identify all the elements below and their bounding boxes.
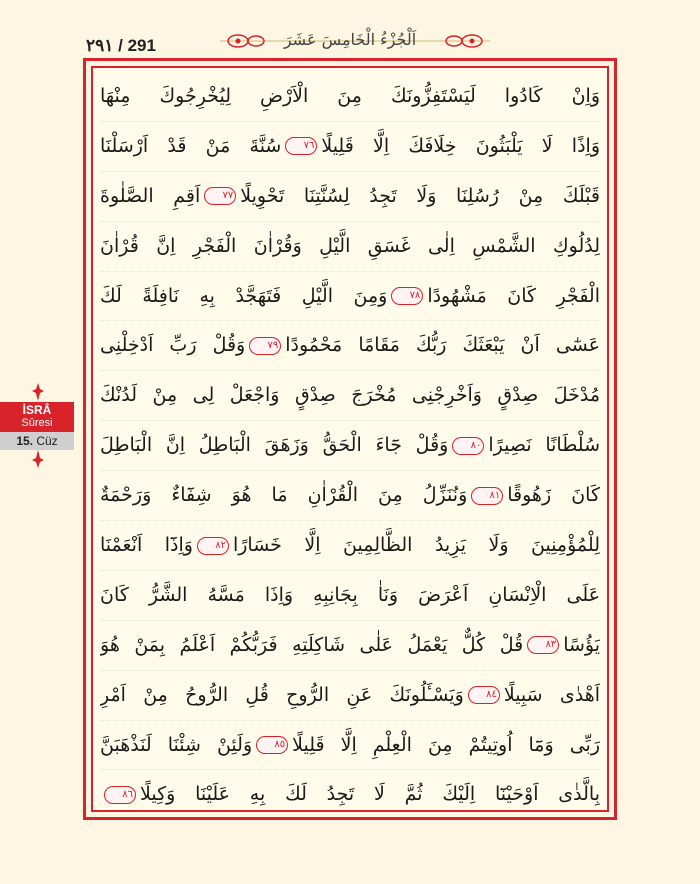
verse-line <box>100 721 600 771</box>
verse-number-marker: ٧٨ <box>391 287 423 305</box>
verse-line <box>100 671 600 721</box>
verse-text: قَبْلَكَ مِنْ رُسُلِنَا وَلَا تَجِدُ لِسُنَّتِنَا تَحْوِيلًا <box>240 184 600 207</box>
verse-text: الْفَجْرِ كَانَ مَشْهُودًا <box>427 284 600 307</box>
verse-line <box>100 371 600 421</box>
verse-line <box>100 172 600 222</box>
verse-number-marker: ٨٤ <box>468 686 500 704</box>
verse-text: وَيَسْـَٔلُونَكَ عَنِ الرُّوحِ قُلِ الرُّوحُ مِنْ اَمْرِ <box>100 683 464 706</box>
verse-text: لِدُلُوكِ الشَّمْسِ اِلٰى غَسَقِ الَّيْلِ وَقُرْاٰنَ الْفَجْرِ اِنَّ قُرْاٰنَ <box>100 234 600 257</box>
verse-line <box>100 321 600 371</box>
juz-tab[interactable] <box>0 432 74 450</box>
verse-text: كَانَ زَهُوقًا <box>507 484 600 507</box>
juz-title: اَلْجُزْءُ الْخَامِسَ عَشَرَ <box>283 30 417 49</box>
verse-text: وَقُلْ جَٓاءَ الْحَقُّ وَزَهَقَ الْبَاطِلُ اِنَّ الْبَاطِلَ <box>100 434 449 457</box>
verse-text: عَسٰٓى اَنْ يَبْعَثَكَ رَبُّكَ مَقَامًا مَحْمُودًا <box>285 334 600 357</box>
verse-text: لِلْمُؤْمِنِينَ وَلَا يَزِيدُ الظَّالِمِينَ اِلَّا خَسَارًا <box>232 534 600 557</box>
verse-text: وَاِنْ كَادُوا لَيَسْتَفِزُّونَكَ مِنَ الْاَرْضِ لِيُخْرِجُوكَ مِنْهَا <box>100 85 600 107</box>
verse-line <box>100 122 600 172</box>
verse-number-marker: ٧٩ <box>249 337 281 355</box>
verse-number-marker: ٨٢ <box>197 537 229 555</box>
verse-text: سُنَّةَ مَنْ قَدْ اَرْسَلْنَا <box>100 134 282 157</box>
verse-number-marker: ٧٧ <box>204 187 236 205</box>
surah-name: İSRÂ <box>22 403 52 417</box>
verse-text: وَاِذَٓا اَنْعَمْنَا <box>100 534 193 557</box>
verse-text: اَقِمِ الصَّلٰوةَ <box>100 184 201 207</box>
verse-text: وَلَئِنْ شِئْنَا لَنَذْهَبَنَّ <box>100 733 253 756</box>
verse-number-marker: ٨٠ <box>452 437 484 455</box>
juz-number: 15. <box>16 434 33 448</box>
verse-text: وَمِنَ الَّيْلِ فَتَهَجَّدْ بِهِ نَافِلَةً لَكَ <box>100 284 388 307</box>
verse-text: مُدْخَلَ صِدْقٍ وَاَخْرِجْنِى مُخْرَجَ صِدْقٍ وَاجْعَلْ لِى مِنْ لَدُنْكَ <box>100 384 600 407</box>
verse-text-area <box>100 72 600 806</box>
verse-text: سُلْطَانًا نَصِيرًا <box>488 434 600 457</box>
verse-number-marker: ٨٦ <box>104 786 136 804</box>
verse-line <box>100 222 600 272</box>
verse-number-marker: ٧٦ <box>285 137 317 155</box>
verse-number-marker: ٨٥ <box>256 736 288 754</box>
surah-tab[interactable] <box>0 402 74 432</box>
verse-line <box>100 621 600 671</box>
verse-text: عَلَى الْاِنْسَانِ اَعْرَضَ وَنَاٰ بِجَانِبِهِ وَاِذَا مَسَّهُ الشَّرُّ كَانَ <box>100 583 600 606</box>
verse-text: وَنُنَزِّلُ مِنَ الْقُرْاٰنِ مَا هُوَ شِفَٓاءٌ وَرَحْمَةٌ <box>100 484 468 507</box>
verse-text: يَؤُسًا <box>563 633 600 656</box>
verse-text: وَقُلْ رَبِّ اَدْخِلْنِى <box>100 334 246 357</box>
page-number: ٢٩١ / 291 <box>86 36 156 55</box>
verse-text: قُلْ كُلٌّ يَعْمَلُ عَلٰى شَاكِلَتِهِ فَرَبُّكُمْ اَعْلَمُ بِمَنْ هُوَ <box>100 633 524 656</box>
verse-line <box>100 521 600 571</box>
verse-line <box>100 72 600 122</box>
verse-text: بِالَّذٰى اَوْحَيْنَٓا اِلَيْكَ ثُمَّ لَا تَجِدُ لَكَ بِهِ عَلَيْنَا وَكِيلًا <box>140 783 600 806</box>
verse-line <box>100 421 600 471</box>
verse-line <box>100 770 600 819</box>
verse-line <box>100 471 600 521</box>
verse-text: اَهْدٰى سَبِيلًا <box>503 683 600 706</box>
verse-text: وَاِذًا لَا يَلْبَثُونَ خِلَافَكَ اِلَّا قَلِيلًا <box>321 134 600 157</box>
fleur-de-lis-icon <box>32 383 44 401</box>
verse-line <box>100 571 600 621</box>
juz-label: Cüz <box>36 434 58 448</box>
verse-number-marker: ٨٣ <box>527 636 559 654</box>
verse-number-marker: ٨١ <box>471 487 503 505</box>
verse-line <box>100 272 600 322</box>
fleur-de-lis-icon <box>32 450 44 468</box>
surah-suffix: Sûresi <box>21 417 53 429</box>
verse-text: رَبِّى وَمَٓا اُوتِيتُمْ مِنَ الْعِلْمِ اِلَّا قَلِيلًا <box>292 733 600 756</box>
